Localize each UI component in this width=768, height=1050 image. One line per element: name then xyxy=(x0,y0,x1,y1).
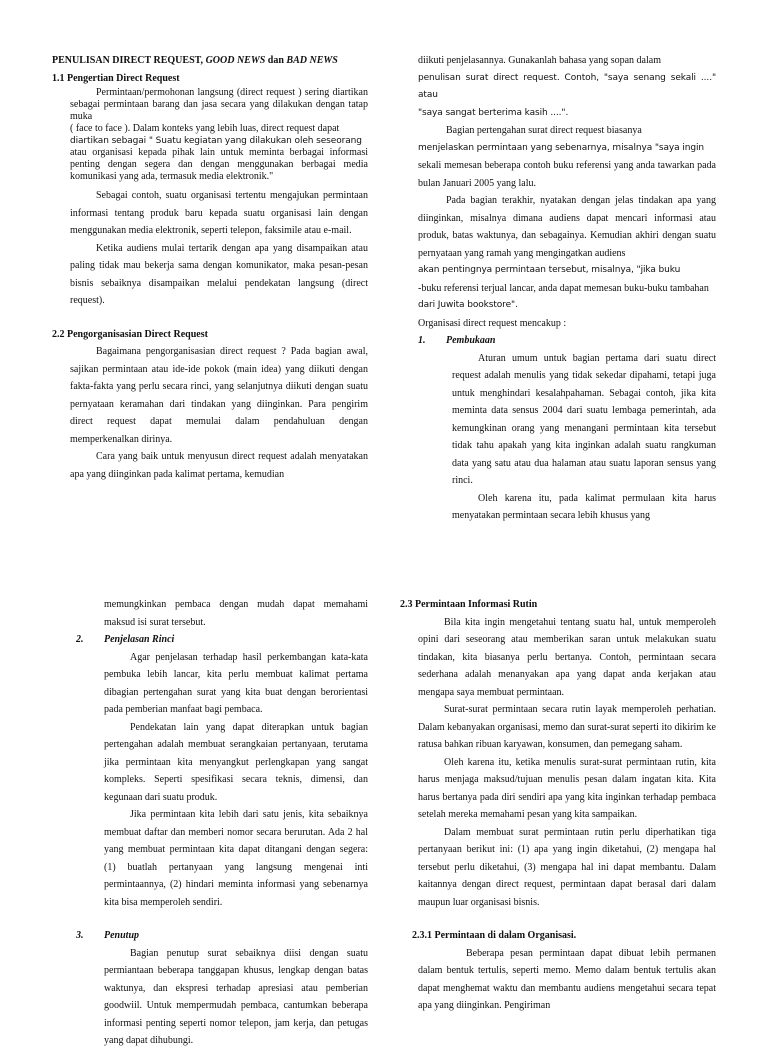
paragraph: Pada bagian terakhir, nyatakan dengan jelas tindakan apa yang diinginkan, misalnya dimana audiens dapat mencari informasi atau produk, batas waktunya, dan sebagainya. Kemudian akhiri dengan suatu pernyataan yang ramah yang mengingatkan audiens xyxy=(418,195,716,259)
document-title: PENULISAN DIRECT REQUEST, GOOD NEWS dan BAD NEWS xyxy=(52,55,338,66)
paragraph: Bagaimana pengorganisasian direct request ? Pada bagian awal, sajikan permintaan atau ide-ide pokok (main idea) yang diikuti dengan fakta-fakta yang perlu secara rinci, yang selanjutnya diikuti dengan suatu pernyataan keramahan dari tindakan yang diinginkan. Para pengirim direct request dapat memulai dalam pendahuluan dengan memperkenalkan dirinya. xyxy=(70,346,368,445)
page1-right-column xyxy=(418,52,716,525)
paragraph: Oleh karena itu, pada kalimat permulaan kita harus menyatakan permintaan secara lebih khusus yang xyxy=(452,492,716,521)
paragraph: memungkinkan pembaca dengan mudah dapat memahami maksud isi surat tersebut. xyxy=(104,599,368,628)
section-heading-2-3-1: 2.3.1 Permintaan di dalam Organisasi. xyxy=(412,930,577,941)
list-item-heading: 1. Pembukaan xyxy=(418,335,496,346)
paragraph: diartikan sebagai " Suatu kegiatan yang dilakukan oleh seseorang xyxy=(70,136,362,146)
paragraph: Ketika audiens mulai tertarik dengan apa yang disampaikan atau paling tidak mau bekerja sama dengan komunikator, maka pesan-pesan bisnis sebaiknya disampaikan melalui pendekatan langsung (direct request). xyxy=(70,242,368,306)
section-heading-1-1: 1.1 Pengertian Direct Request xyxy=(52,72,180,84)
paragraph: Aturan umum untuk bagian pertama dari suatu direct request adalah menulis yang tidak sekedar dipahami, tetapi juga untuk menghindari kesalahpahaman. Sebagai contoh, jika kita meminta data sensus 2004 dari suatu lembaga pemerintah, ada kemungkinan orang yang menangani permintaan kita tersebut tidak tahu apakah yang kita inginkan adalah suatu rangkuman data yang satu atau dua halaman atau suatu laporan sensus yang rinci. xyxy=(452,352,716,486)
paragraph: menjelaskan permintaan yang sebenarnya, misalnya "saya ingin xyxy=(418,142,704,153)
section-heading-2-3: 2.3 Permintaan Informasi Rutin xyxy=(400,599,538,610)
paragraph: Dalam membuat surat permintaan rutin perlu diperhatikan tiga pertanyaan berikut ini: (1) apa yang ingin diketahui, (2) mengapa hal tersebut perlu diketahui, (3) mengapa hal ini dapat membantu. Dalam kaitannya dengan direct request, permintaan dapat berasal dari dalam maupun luar organisasi bisnis. xyxy=(418,826,716,908)
page1-left-column xyxy=(52,52,368,483)
paragraph: Bila kita ingin mengetahui tentang suatu hal, untuk memperoleh opini dari seseorang atau memberikan saran untuk melakukan suatu tindakan, kita biasanya perlu bertanya. Contoh, permintaan secara sederhana adalah menanyakan apa yang dapat anda kerjakan atau mengapa saya membuat permintaan. xyxy=(418,616,716,698)
paragraph: "saya sangat berterima kasih ....". xyxy=(418,107,569,118)
paragraph: Bagian penutup surat sebaiknya diisi dengan suatu permiantaan beberapa tanggapan khusus, lengkap dengan batas waktunya, dan ekspresi terhadap apresiasi atau pemberian goodwiil. Untuk mempermudah pembaca, cantumkan beberapa informasi penting seperti nomor telepon, jam kerja, dan petugas yang dapat dihubungi. xyxy=(104,947,368,1046)
paragraph: sekali memesan beberapa contoh buku referensi yang anda tawarkan pada bulan Januari 2005 yang lalu. xyxy=(418,160,716,189)
paragraph: Pendekatan lain yang dapat diterapkan untuk bagian pertengahan adalah membuat serangkaian pertanyaan, terutama jika permintaan kita menyangkut perlengkapan yang sangat kompleks. Seperti spesifikasi secara teknis, dimensi, dan kegunaan dari suatu produk. xyxy=(104,721,368,803)
list-item-heading: 2. Penjelasan Rinci xyxy=(76,634,175,645)
paragraph: Organisasi direct request mencakup : xyxy=(418,317,567,329)
page2-right-column xyxy=(400,596,716,1015)
paragraph: dari Juwita bookstore". xyxy=(418,300,518,310)
paragraph: Jika permintaan kita lebih dari satu jenis, kita sebaiknya membuat daftar dan memberi nomor secara berurutan. Ada 2 hal yang membuat permintaan kita dapat ditangani dengan segera: (1) buatlah pertanyaan yang langsung mengenai inti permintaannya, (2) hindari meminta informasi yang sebenarnya kita bisa memperoleh sendiri. xyxy=(104,809,368,908)
paragraph: Cara yang baik untuk menyusun direct request adalah menyatakan apa yang diinginkan pada kalimat pertama, kemudian xyxy=(70,451,368,480)
page2-left-column xyxy=(76,596,368,1050)
paragraph: penulisan surat direct request. Contoh, "saya senang sekali ...." atau xyxy=(418,72,716,100)
paragraph: Bagian pertengahan surat direct request biasanya xyxy=(446,125,642,136)
paragraph: Beberapa pesan permintaan dapat dibuat lebih permanen dalam bentuk tertulis, seperti memo. Memo dalam bentuk tertulis akan dapat menghemat waktu dan membantu audiens mengetahui secara tepat apa yang diinginkan. Pengiriman xyxy=(418,947,716,1011)
paragraph: Surat-surat permintaan secara rutin layak memperoleh perhatian. Dalam kebanyakan organisasi, memo dan surat-surat seperti ito dikirim ke ratusa bahkan ribuan karyawan, konsumen, dan pemegang saham. xyxy=(418,704,716,750)
paragraph: Agar penjelasan terhadap hasil perkembangan kata-kata pembuka lebih lancar, kita perlu membuat kalimat pertama dibagian pertengahan surat yang kita buat dengan berorientasi pada pemberian manfaat bagi pembaca. xyxy=(104,651,368,715)
paragraph: Permintaan/permohonan langsung (direct request ) sering diartikan sebagai permintaan barang dan jasa secara yang dilakukan dengan tatap muka xyxy=(70,87,368,122)
list-item-heading: 3. Penutup xyxy=(76,930,140,941)
paragraph: atau organisasi kepada pihak lain untuk meminta berbagai informasi penting dengan segera dan dengan menggunakan berbagai media komunikasi yang ada, termasuk media elektronik." xyxy=(70,147,368,182)
paragraph: Oleh karena itu, ketika menulis surat-surat permintaan rutin, kita harus menjaga maksud/tujuan menulis pesan dalam ingatan kita. Kita harus bertanya pada diri sendiri apa yang kita inginkan terhadap pembaca setelah mereka memahami pesan yang kita sampaikan. xyxy=(418,756,716,820)
paragraph: akan pentingnya permintaan tersebut, misalnya, "jika buku xyxy=(418,265,681,275)
paragraph: ( face to face ). Dalam konteks yang lebih luas, direct request dapat xyxy=(70,123,340,134)
paragraph: Sebagai contoh, suatu organisasi tertentu mengajukan permintaan informasi tentang produk baru kepada suatu organisasi lain dengan menggunakan media elektronik, seperti telepon, faksimile atau e-mail. xyxy=(70,190,368,236)
paragraph: -buku referensi terjual lancar, anda dapat memesan buku-buku tambahan xyxy=(418,282,709,294)
paragraph: diikuti penjelasannya. Gunakanlah bahasa yang sopan dalam xyxy=(418,55,661,66)
section-heading-2-2: 2.2 Pengorganisasian Direct Request xyxy=(52,328,208,340)
